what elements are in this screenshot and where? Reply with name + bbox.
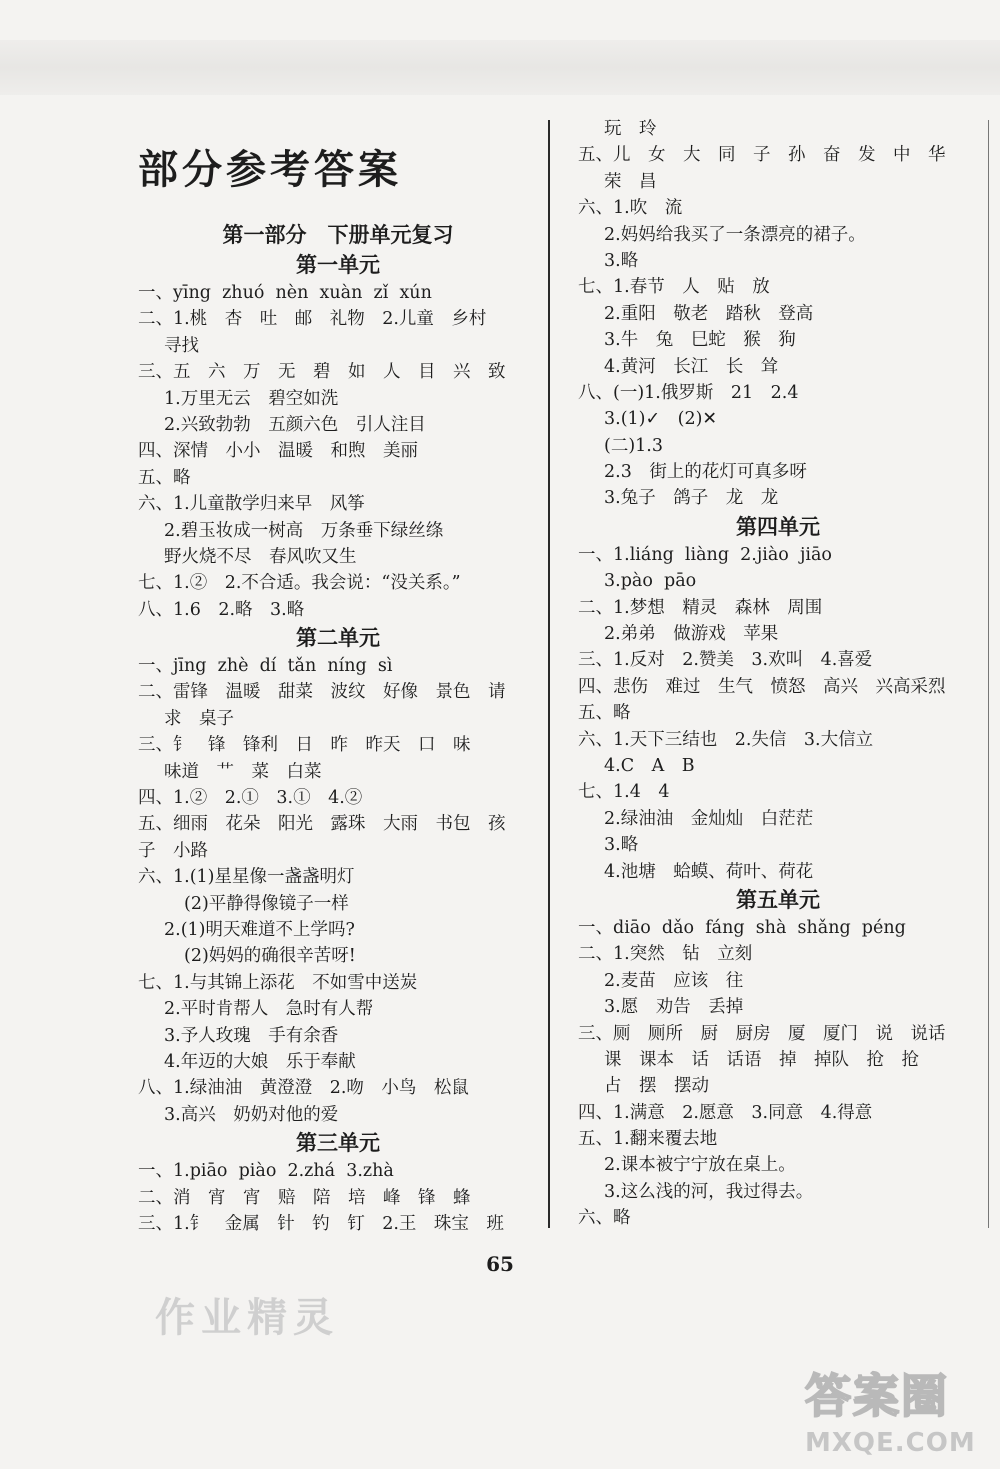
unit-heading: 第三单元 (296, 1130, 380, 1156)
answer-line: 八、(一)1.俄罗斯 21 2.4 (578, 382, 799, 403)
answer-line: 3.兔子 鸽子 龙 龙 (604, 488, 779, 509)
unit-heading: 第二单元 (296, 625, 380, 651)
answer-line: 五、儿 女 大 同 子 孙 奋 发 中 华 (578, 145, 946, 166)
scan-shadow-band (0, 40, 1000, 95)
answer-line: 1.万里无云 碧空如洗 (164, 388, 339, 409)
answer-line: 六、1.儿童散学归来早 风筝 (138, 494, 365, 515)
answer-line: 五、1.翻来覆去地 (578, 1129, 718, 1150)
answer-line: 三、1.反对 2.赞美 3.欢叫 4.喜爱 (578, 650, 873, 671)
answer-line: 4.年迈的大娘 乐于奉献 (164, 1051, 356, 1072)
answer-line: 八、1.6 2.略 3.略 (138, 599, 305, 620)
right-answer-column (578, 116, 978, 1232)
answer-line: 七、1.与其锦上添花 不如雪中送炭 (138, 972, 418, 993)
answer-line: 3.(1)✓ (2)✕ (604, 409, 718, 430)
column-divider (548, 120, 550, 1228)
answer-line: 三、钅 锋 锋利 日 昨 昨天 口 味 (138, 735, 471, 756)
answer-line: 味道 艹 菜 白菜 (164, 761, 322, 782)
answer-line: 六、略 (578, 1208, 631, 1229)
right-margin-rule (988, 120, 989, 1228)
answer-line: 2.平时肯帮人 急时有人帮 (164, 999, 374, 1020)
answer-line: 子 小路 (138, 840, 208, 861)
answer-line: 3.这么浅的河，我过得去。 (604, 1181, 814, 1202)
answer-line: 五、细雨 花朵 阳光 露珠 大雨 书包 孩 (138, 814, 506, 835)
answer-line: 3.略 (604, 250, 639, 271)
left-answer-column (138, 220, 538, 1237)
answer-line: 2.(1)明天难道不上学吗? (164, 919, 355, 940)
part-heading: 第一部分 下册单元复习 (222, 222, 454, 247)
answer-line: 求 桌子 (164, 708, 234, 729)
watermark-url: MXQE.COM (805, 1428, 976, 1458)
answer-line: 4.C A B (604, 755, 695, 776)
answer-line: 课 课本 话 话语 掉 掉队 抢 抢 (604, 1049, 919, 1070)
answer-line: 2.重阳 敬老 踏秋 登高 (604, 303, 814, 324)
watermark (805, 1360, 995, 1460)
answer-line: 2.碧玉妆成一树高 万条垂下绿丝绦 (164, 520, 444, 541)
answer-line: (二)1.3 (604, 435, 663, 456)
answer-line: 四、1.满意 2.愿意 3.同意 4.得意 (578, 1102, 873, 1123)
answer-line: 四、深情 小小 温暖 和煦 美丽 (138, 441, 418, 462)
answer-line: 3.pào pāo (604, 571, 697, 592)
answer-line: 四、悲伤 难过 生气 愤怒 高兴 兴高采烈 (578, 676, 946, 697)
answer-line: 2.弟弟 做游戏 苹果 (604, 624, 779, 645)
answer-line: (2)平静得像镜子一样 (184, 893, 349, 914)
answer-line: 四、1.② 2.① 3.① 4.② (138, 788, 363, 809)
answer-line: 3.高兴 奶奶对他的爱 (164, 1104, 339, 1125)
answer-line: 一、1.piāo piào 2.zhá 3.zhà (138, 1161, 394, 1182)
answer-line: 二、雷锋 温暖 甜菜 波纹 好像 景色 请 (138, 682, 506, 703)
answer-line: 2.兴致勃勃 五颜六色 引人注目 (164, 414, 426, 435)
answer-line: 六、1.吹 流 (578, 198, 683, 219)
answer-line: 一、jīng zhè dí tǎn níng sì (138, 656, 393, 677)
answer-line: 2.课本被宁宁放在桌上。 (604, 1155, 796, 1176)
answer-line: 二、1.桃 杏 吐 邮 礼物 2.儿童 乡村 (138, 309, 487, 330)
answer-line: 一、1.liáng liàng 2.jiào jiāo (578, 544, 832, 565)
page-title: 部分参考答案 (138, 146, 402, 193)
answer-line: 七、1.4 4 (578, 782, 670, 803)
answer-line: 玩 玲 (604, 119, 657, 139)
answer-line: 六、1.(1)星星像一盏盏明灯 (138, 867, 355, 888)
answer-line: 二、消 宵 宵 赔 陪 培 峰 锋 蜂 (138, 1187, 471, 1208)
answer-line: 2.妈妈给我买了一条漂亮的裙子。 (604, 224, 866, 245)
answer-line: 五、略 (578, 703, 631, 724)
answer-line: 4.池塘 蛤蟆、荷叶、荷花 (604, 861, 814, 882)
answer-line: 荣 昌 (604, 171, 657, 192)
answer-line: 五、略 (138, 467, 191, 488)
answer-line: 2.绿油油 金灿灿 白茫茫 (604, 808, 814, 829)
answer-line: 2.3 街上的花灯可真多呀 (604, 462, 807, 483)
answer-line: 一、diāo dǎo fáng shà shǎng péng (578, 917, 906, 938)
unit-heading: 第五单元 (736, 886, 820, 912)
stamp-text: 作业精灵 (155, 1295, 339, 1341)
unit-heading: 第一单元 (296, 252, 380, 277)
answer-line: (2)妈妈的确很辛苦呀! (184, 946, 356, 967)
answer-line: 二、1.梦想 精灵 森林 周围 (578, 597, 823, 618)
answer-line: 七、1.② 2.不合适。我会说：“没关系。” (138, 573, 461, 594)
answer-line: 一、yīng zhuó nèn xuàn zǐ xún (138, 283, 432, 303)
answer-line: 寻找 (164, 335, 199, 356)
page-number: 65 (486, 1252, 514, 1276)
answer-line: 二、1.突然 钻 立刻 (578, 944, 753, 965)
answer-line: 4.黄河 长江 长 耸 (604, 356, 779, 377)
unit-heading: 第四单元 (736, 513, 820, 539)
answer-line: 3.予人玫瑰 手有余香 (164, 1025, 339, 1046)
answer-line: 3.略 (604, 835, 639, 856)
answer-line: 3.牛 兔 巳蛇 猴 狗 (604, 330, 796, 351)
answer-line: 2.麦苗 应该 往 (604, 970, 744, 991)
answer-line: 三、厕 厕所 厨 厨房 厦 厦门 说 说话 (578, 1023, 946, 1044)
answer-line: 六、1.天下三结也 2.失信 3.大信立 (578, 729, 874, 750)
answer-line: 野火烧不尽 春风吹又生 (164, 546, 357, 567)
watermark-logo: 答案圈 (805, 1369, 949, 1423)
answer-line: 三、五 六 万 无 碧 如 人 目 兴 致 (138, 362, 506, 383)
answer-line: 3.愿 劝告 丢掉 (604, 997, 744, 1018)
answer-line: 七、1.春节 人 贴 放 (578, 277, 770, 298)
answer-line: 三、1.钅 金属 针 钓 钉 2.王 珠宝 班 (138, 1213, 504, 1234)
answer-line: 占 摆 摆动 (604, 1076, 709, 1097)
answer-line: 八、1.绿油油 黄澄澄 2.吻 小鸟 松鼠 (138, 1078, 469, 1099)
